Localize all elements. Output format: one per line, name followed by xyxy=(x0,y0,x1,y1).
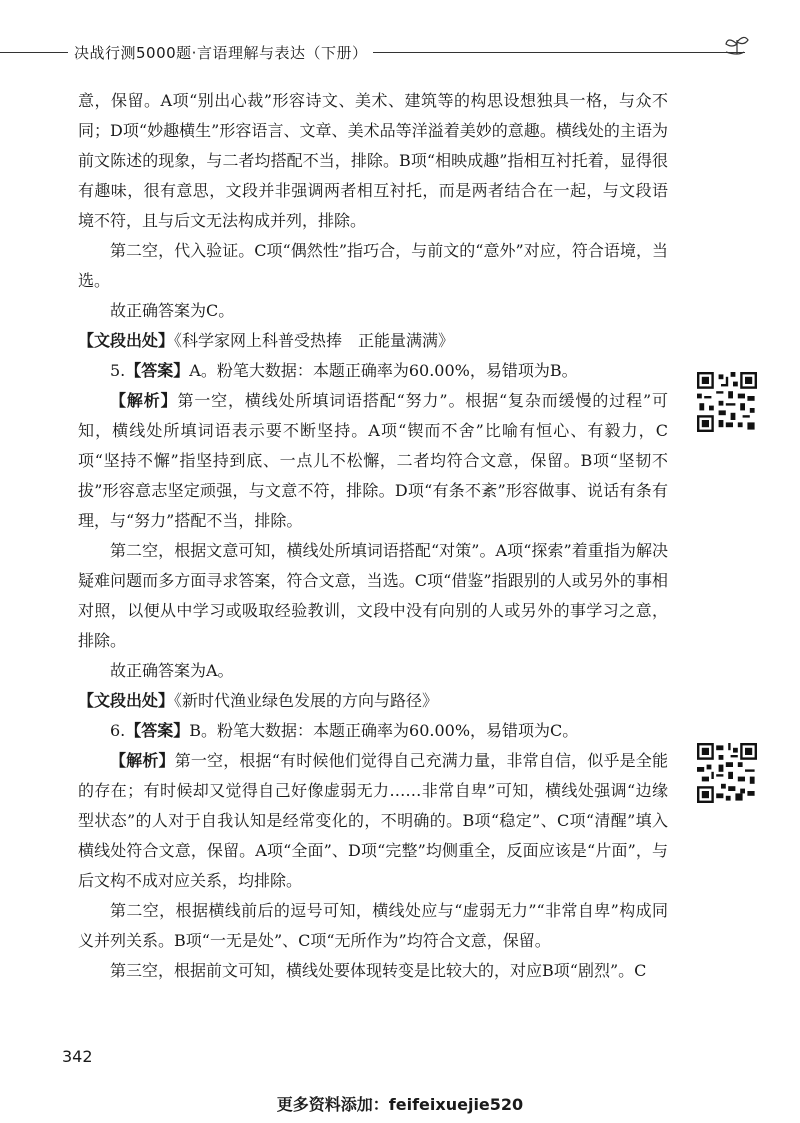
answer-text: B。粉笔大数据：本题正确率为60.00%，易错项为C。 xyxy=(189,721,579,740)
paragraph: 故正确答案为A。 xyxy=(110,661,234,680)
source-citation xyxy=(78,326,668,356)
analysis-paragraph xyxy=(78,386,668,536)
analysis-tag: 【解析】 xyxy=(110,391,178,410)
page-body xyxy=(78,86,668,986)
source-title: 《科学家网上科普受热捧 正能量满满》 xyxy=(174,331,455,350)
answer-line xyxy=(78,716,668,746)
answer-line xyxy=(78,356,668,386)
paragraph: 第二空，根据横线前后的逗号可知，横线处应与“虚弱无力”“非常自卑”构成同义并列关系。B项“一无是处”、C项“无所作为”均符合文意，保留。 xyxy=(78,901,668,950)
footer-note: 更多资料添加：feifeixuejie520 xyxy=(276,1095,524,1114)
sprout-icon xyxy=(722,32,752,68)
paragraph: 第二空，根据文意可知，横线处所填词语搭配“对策”。A项“探索”着重指为解决疑难问题而多方面寻求答案，符合文意，当选。C项“借鉴”指跟别的人或另外的事相对照，以便从中学习或吸取经验教训，文段中没有向别的人或另外的事学习之意，排除。 xyxy=(78,541,668,650)
paragraph: 第二空，代入验证。C项“偶然性”指巧合，与前文的“意外”对应，符合语境，当选。 xyxy=(78,241,668,290)
answer-tag: 【答案】 xyxy=(125,721,190,740)
question-number: 5. xyxy=(110,361,126,380)
answer-tag: 【答案】 xyxy=(125,361,190,380)
source-citation xyxy=(78,686,668,716)
running-header xyxy=(0,30,800,70)
paragraph: 故正确答案为C。 xyxy=(110,301,235,320)
answer-text: A。粉笔大数据：本题正确率为60.00%，易错项为B。 xyxy=(189,361,578,380)
analysis-tag: 【解析】 xyxy=(110,751,175,770)
page-number: 342 xyxy=(62,1047,93,1066)
analysis-paragraph xyxy=(78,746,668,896)
source-title: 《新时代渔业绿色发展的方向与路径》 xyxy=(174,691,439,710)
analysis-text: 第一空，横线处所填词语搭配“努力”。根据“复杂而缓慢的过程”可知，横线处所填词语表示要不断坚持。A项“锲而不舍”比喻有恒心、有毅力，C项“坚持不懈”指坚持到底、一点儿不松懈，二者均符合文意，保留。B项“坚韧不拔”形容意志坚定顽强，与文意不符，排除。D项“有条不紊”形容做事、说话有条有理，与“努力”搭配不当，排除。 xyxy=(78,391,668,530)
source-tag: 【文段出处】 xyxy=(78,691,175,710)
qr-code-icon[interactable] xyxy=(697,743,757,803)
paragraph: 第三空，根据前文可知，横线处要体现转变是比较大的，对应B项“剧烈”。C xyxy=(110,961,647,980)
question-number: 6. xyxy=(110,721,126,740)
analysis-text: 第一空，根据“有时候他们觉得自己充满力量，非常自信，似乎是全能的存在；有时候却又觉得自己好像虚弱无力……非常自卑”可知，横线处强调“边缘型状态”的人对于自我认知是经常变化的，不明确的。B项“稳定”、C项“清醒”填入横线处符合文意，保留。A项“全面”、D项“完整”均侧重全，反面应该是“片面”，与后文构不成对应关系，均排除。 xyxy=(78,751,668,890)
source-tag: 【文段出处】 xyxy=(78,331,175,350)
qr-code-icon[interactable] xyxy=(697,372,757,432)
book-title: 决战行测5000题·言语理解与表达（下册） xyxy=(68,42,373,63)
paragraph: 意，保留。A项“别出心裁”形容诗文、美术、建筑等的构思设想独具一格，与众不同；D项“妙趣横生”形容语言、文章、美术品等洋溢着美妙的意趣。横线处的主语为前文陈述的现象，与二者均搭配不当，排除。B项“相映成趣”指相互衬托着，显得很有趣味，很有意思，文段并非强调两者相互衬托，而是两者结合在一起，与文段语境不符，且与后文无法构成并列，排除。 xyxy=(78,91,668,230)
